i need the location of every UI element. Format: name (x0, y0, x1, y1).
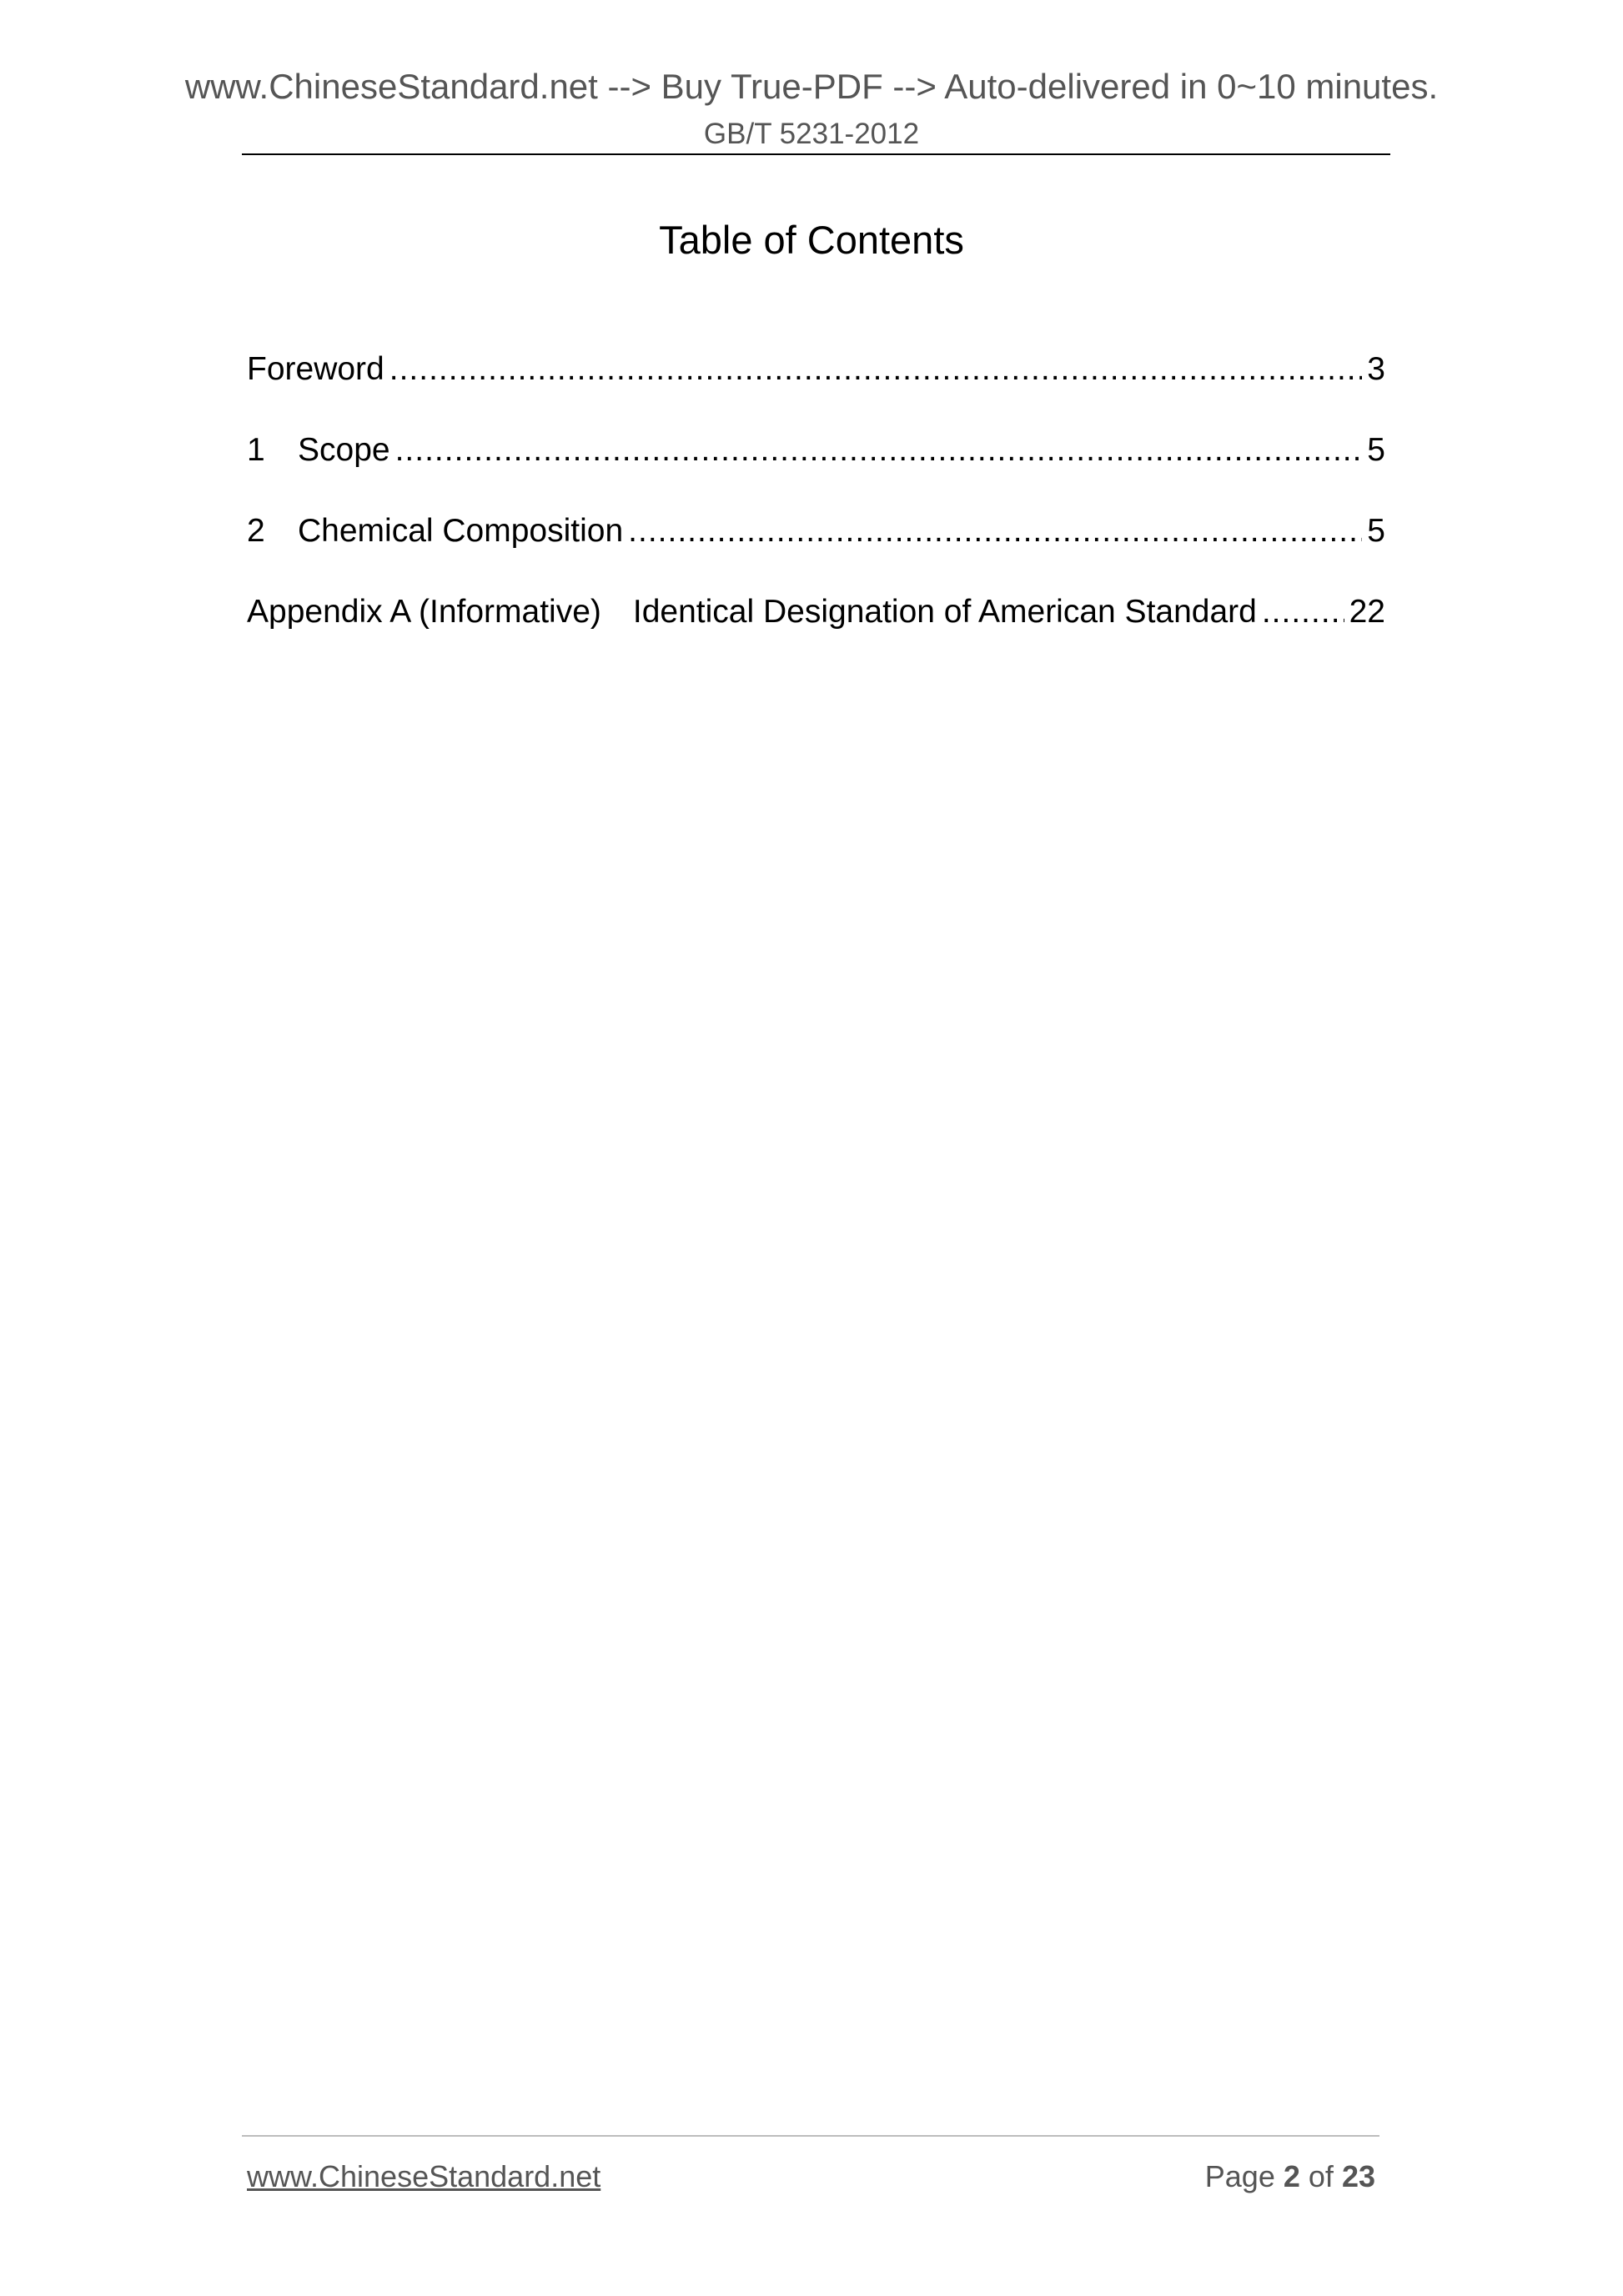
toc-entry-chemical-composition[interactable] (247, 511, 1385, 592)
toc-section-number: 1 (247, 432, 265, 468)
toc-entry-title: Chemical Composition (298, 513, 624, 549)
header-divider (242, 153, 1390, 155)
toc-entry-title: Foreword (247, 351, 384, 387)
toc-page-number: 3 (1367, 351, 1385, 387)
toc-page-number: 5 (1367, 432, 1385, 468)
toc-dot-leader (1262, 592, 1344, 632)
toc-page-number: 5 (1367, 513, 1385, 549)
toc-dot-leader (389, 349, 1363, 389)
toc-dot-leader (395, 430, 1363, 470)
current-page-number: 2 (1283, 2159, 1300, 2193)
header-link[interactable]: www.ChineseStandard.net --> Buy True-PDF --> Auto-delivered in 0~10 minutes. (184, 67, 1439, 106)
page-label: Page (1204, 2159, 1275, 2193)
toc-entry-foreword[interactable] (247, 349, 1385, 430)
toc-entry-appendix-a[interactable] (247, 592, 1385, 673)
footer-divider (242, 2135, 1379, 2137)
page-title: Table of Contents (659, 218, 964, 262)
table-of-contents (247, 349, 1385, 673)
toc-entry-title: Identical Designation of American Standard (632, 594, 1257, 630)
page-indicator (1205, 2158, 1375, 2195)
footer-link[interactable]: www.ChineseStandard.net (247, 2159, 601, 2193)
of-label: of (1308, 2159, 1334, 2193)
toc-appendix-label: Appendix A (Informative) (247, 594, 601, 630)
toc-page-number: 22 (1349, 594, 1385, 630)
toc-entry-title: Scope (298, 432, 390, 468)
toc-section-number: 2 (247, 513, 265, 549)
toc-entry-scope[interactable] (247, 430, 1385, 511)
toc-dot-leader (628, 511, 1362, 551)
total-pages-number: 23 (1341, 2159, 1375, 2193)
standard-number: GB/T 5231-2012 (703, 118, 920, 150)
